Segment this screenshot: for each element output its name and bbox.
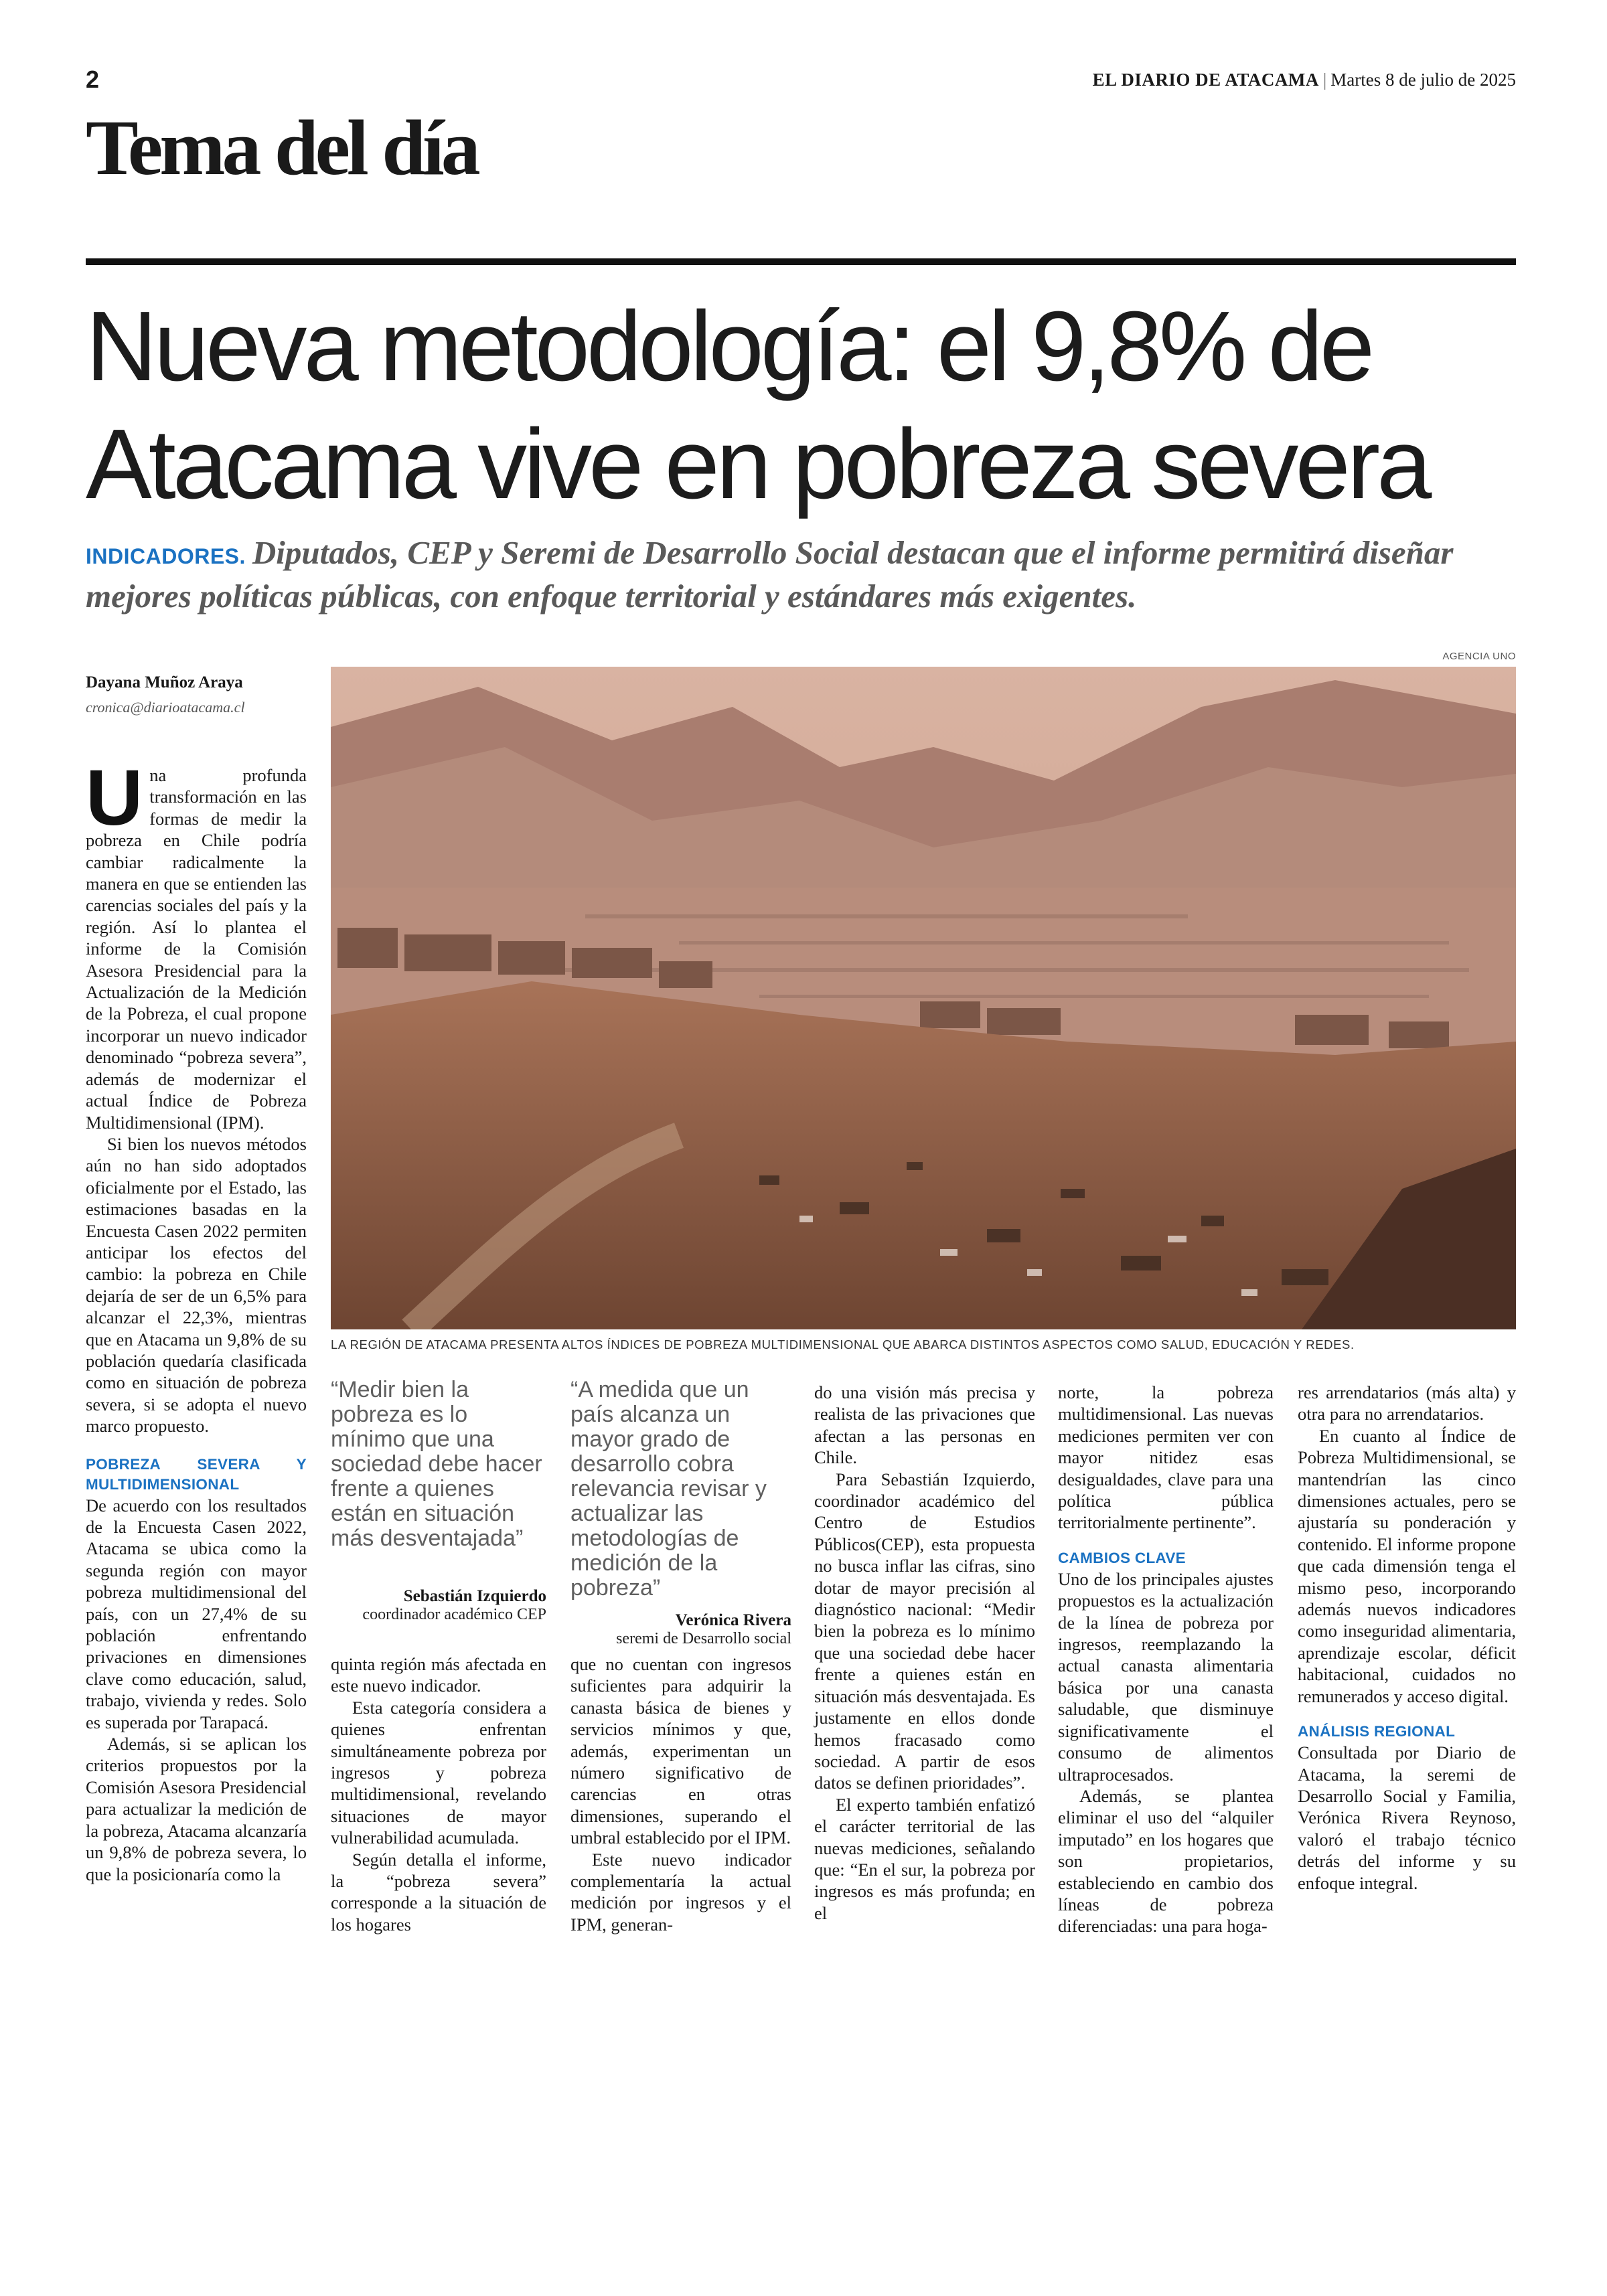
page-number: 2	[86, 66, 100, 93]
paragraph: Además, se plantea eliminar el uso del “alquiler imputado” en los hogares que son propietarios, estableciendo en cambio dos líneas de pobreza diferenciadas: una para hoga-	[1058, 1785, 1274, 1937]
paragraph: Uno de los principales ajustes propuestos es la actualización de la línea de pobreza por ingresos, reemplazando la actual canasta alimentaria básica por una canasta saludable, que disminuye significativamente el consumo de alimentos ultraprocesados.	[1058, 1568, 1274, 1785]
paragraph: Para Sebastián Izquierdo, coordinador académico del Centro de Estudios Públicos(CEP), esta propuesta no busca inflar las cifras, sino dotar de mayor precisión al diagnóstico nacional: “Medir bien la pobreza es lo mínimo que una sociedad debe hacer frente a quienes están en situación más desventajada. Es justamente en ellos donde hemos fracasado como sociedad. A partir de esos datos se definen prioridades”.	[814, 1469, 1035, 1793]
hillside-settlement-photo	[331, 667, 1516, 1329]
article-headline: Nueva metodología: el 9,8% de Atacama vive en pobreza severa	[86, 291, 1429, 519]
deck-kicker: INDICADORES.	[86, 544, 246, 568]
paragraph: Esta categoría considera a quienes enfrentan simultáneamente pobreza por ingresos y pobreza multidimensional, revelando situaciones de mayor vulnerabilidad acumulada.	[331, 1697, 546, 1848]
issue-date: Martes 8 de julio de 2025	[1330, 70, 1516, 90]
section-rule	[86, 258, 1516, 265]
masthead-separator: |	[1322, 70, 1327, 90]
paragraph: Este nuevo indicador complementaría la actual medición por ingresos y el IPM, generan-	[570, 1849, 791, 1935]
paragraph: que no cuentan con ingresos suficientes para adquirir la canasta básica de bienes y servicios mínimos y que, además, experimentan un número significativo de carencias en otras dimensiones, superando el umbral establecido por el IPM.	[570, 1654, 791, 1848]
column-2	[331, 1653, 546, 1935]
column-1	[86, 754, 307, 1885]
column-5	[1058, 1382, 1274, 1937]
byline-author: Dayana Muñoz Araya	[86, 673, 243, 691]
photo-caption: LA REGIÓN DE ATACAMA PRESENTA ALTOS ÍNDICES DE POBREZA MULTIDIMENSIONAL QUE ABARCA DISTINTOS ASPECTOS COMO SALUD, EDUCACIÓN Y REDES.	[331, 1337, 1355, 1351]
paragraph: De acuerdo con los resultados de la Encuesta Casen 2022, Atacama se ubica como la segunda región con mayor pobreza multidimensional del país, con un 27,4% de su población enfrentando privaciones en dimensiones clave como educación, salud, trabajo, vivienda y redes. Solo es superada por Tarapacá.	[86, 1495, 307, 1732]
byline-email[interactable]: cronica@diarioatacama.cl	[86, 699, 245, 716]
paragraph: En cuanto al Índice de Pobreza Multidimensional, se mantendrían las cinco dimensiones actuales, pero se ajustaría su ponderación y contenido. El informe propone que cada dimensión tenga el mismo peso, incorporando además nuevos indicadores como inseguridad alimentaria, aprendizaje escolar, déficit habitacional, cuidados no remunerados y acceso digital.	[1298, 1425, 1516, 1706]
article-photo	[331, 667, 1516, 1329]
paragraph: El experto también enfatizó el carácter territorial de las nuevas mediciones, señalando que: “En el sur, la pobreza por ingresos es más profunda; en el	[814, 1794, 1035, 1923]
newspaper-name: EL DIARIO DE ATACAMA	[1092, 70, 1319, 90]
paragraph: Si bien los nuevos métodos aún no han sido adoptados oficialmente por el Estado, las estimaciones basadas en la Encuesta Casen 2022 permiten anticipar los efectos del cambio: la pobreza en Chile dejaría de ser de un 6,5% para alcanzar el 22,3%, mientras que en Atacama un 9,8% de su población quedaría clasificada como en situación de pobreza severa, si se adopta el nuevo marco propuesto.	[86, 1133, 307, 1437]
column-6	[1298, 1382, 1516, 1894]
paragraph: norte, la pobreza multidimensional. Las nuevas mediciones permiten ver con mayor nitidez esas desigualdades, clave para una política pública territorialmente pertinente”.	[1058, 1382, 1274, 1533]
pull-quote-role: coordinador académico CEP	[362, 1606, 546, 1623]
pull-quote-name: Verónica Rivera	[675, 1611, 791, 1629]
pull-quote-name: Sebastián Izquierdo	[403, 1587, 546, 1605]
paragraph: do una visión más precisa y realista de las privaciones que afectan a las personas en Chile.	[814, 1382, 1035, 1468]
section-title: Tema del día	[86, 104, 477, 191]
pull-quote-text: “A medida que un país alcanza un mayor grado de desarrollo cobra relevancia revisar y actualizar las metodologías de medición de la pobreza”	[570, 1377, 767, 1601]
paragraph: quinta región más afectada en este nuevo indicador.	[331, 1654, 546, 1696]
pull-quote-izquierdo	[331, 1378, 546, 1624]
subhead-regional-analysis: ANÁLISIS REGIONAL	[1298, 1723, 1456, 1740]
pull-quote-role: seremi de Desarrollo social	[616, 1630, 791, 1647]
drop-cap: U	[86, 754, 143, 842]
pull-quote-text: “Medir bien la pobreza es lo mínimo que una sociedad debe hacer frente a quienes están en situación más desventajada”	[331, 1377, 542, 1551]
photo-credit: AGENCIA UNO	[1442, 651, 1516, 662]
paragraph: na profunda transformación en las formas de medir la pobreza en Chile podría cambiar radicalmente la manera en que se entienden las carencias sociales del país y la región. Así lo plantea el informe de la Comisión Asesora Presidencial para la Actualización de la Medición de la Pobreza, el cual propone incorporar un nuevo indicador denominado “pobreza severa”, además de modernizar el actual Índice de Pobreza Multidimensional (IPM).	[86, 765, 307, 1133]
paragraph: Consultada por Diario de Atacama, la seremi de Desarrollo Social y Familia, Verónica Rivera Reynoso, valoró el trabajo técnico detrás del informe y su enfoque integral.	[1298, 1742, 1516, 1893]
subhead-severe-poverty: POBREZA SEVERA Y MULTIDIMENSIONAL	[86, 1455, 307, 1493]
paragraph: res arrendatarios (más alta) y otra para no arrendatarios.	[1298, 1382, 1516, 1424]
column-4	[814, 1382, 1035, 1924]
subhead-key-changes: CAMBIOS CLAVE	[1058, 1549, 1186, 1566]
paragraph: Además, si se aplican los criterios propuestos por la Comisión Asesora Presidencial para actualizar la medición de la pobreza, Atacama alcanzaría un 9,8% de pobreza severa, lo que la posicionaría como la	[86, 1734, 307, 1884]
pull-quote-rivera	[570, 1378, 791, 1648]
paragraph: Según detalla el informe, la “pobreza severa” corresponde a la situación de los hogares	[331, 1849, 546, 1935]
article-deck	[86, 533, 1512, 617]
column-3	[570, 1653, 791, 1935]
masthead	[1093, 70, 1516, 90]
deck-text: Diputados, CEP y Seremi de Desarrollo Social destacan que el informe permitirá diseñar mejores políticas públicas, con enfoque territorial y estándares más exigentes.	[86, 534, 1454, 614]
